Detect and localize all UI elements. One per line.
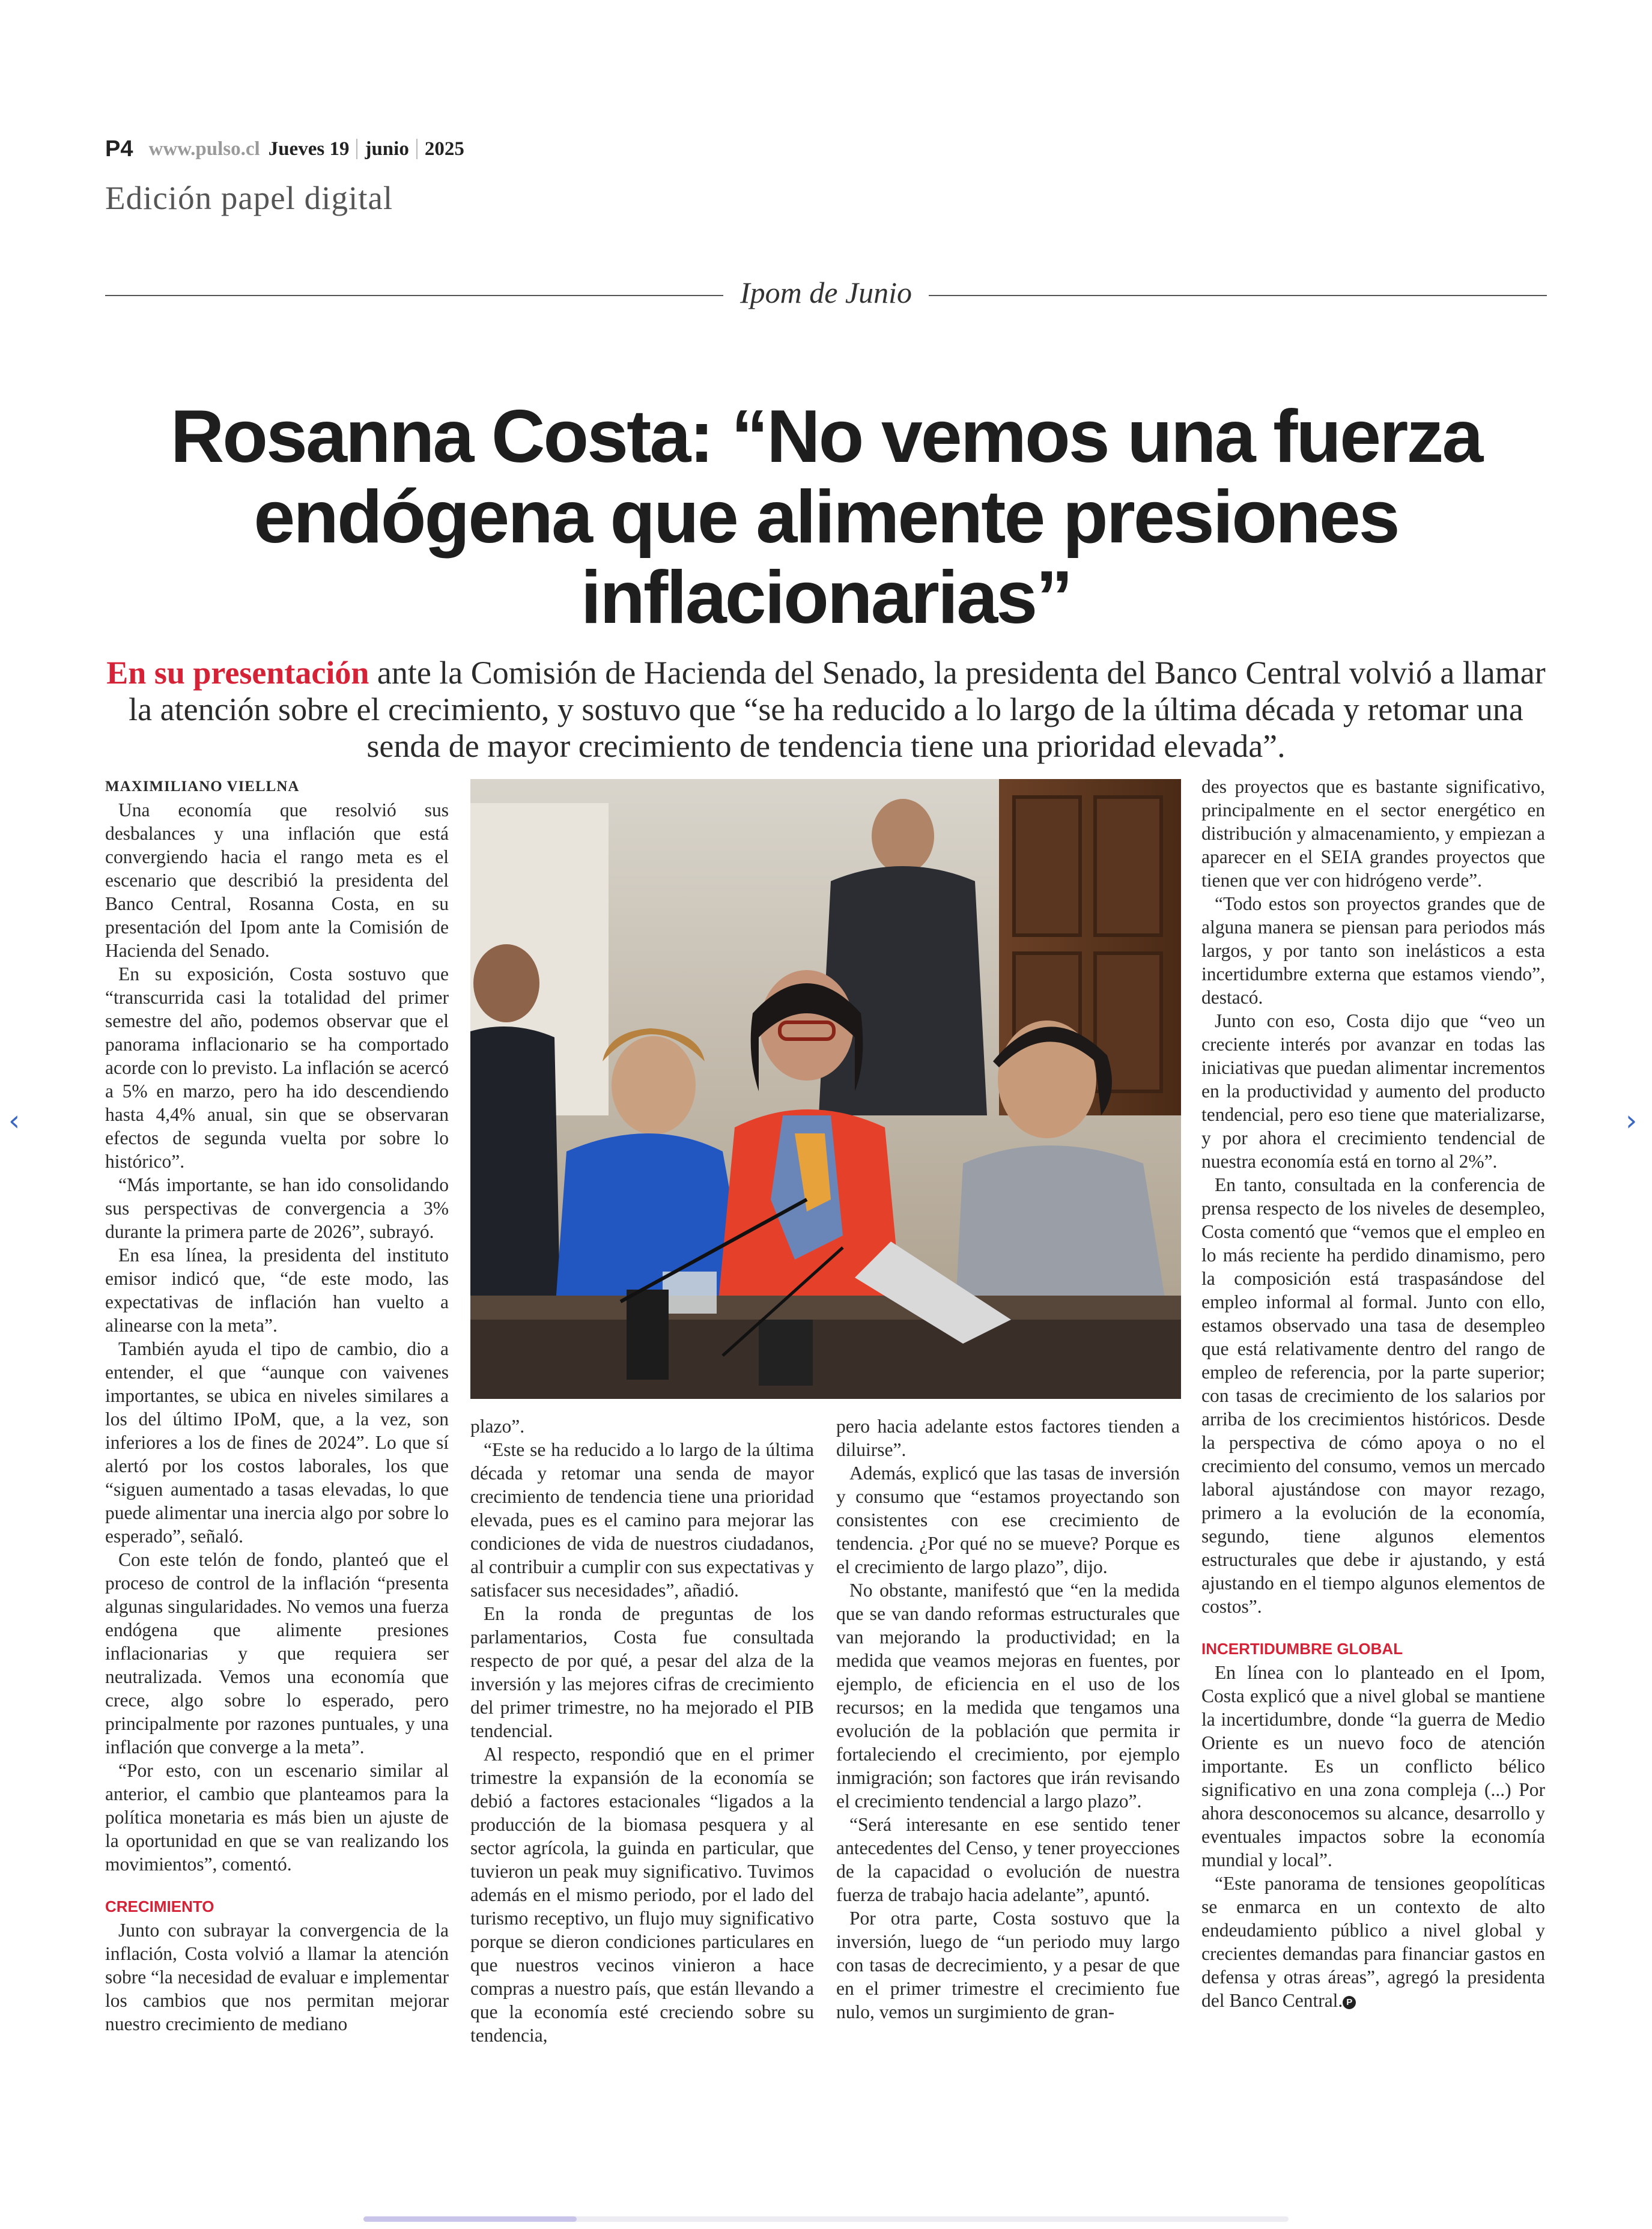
paragraph: plazo”. <box>470 1416 525 1437</box>
article-column-2 <box>470 1415 814 2047</box>
article-column-3 <box>836 1415 1180 2024</box>
paragraph: En tanto, consultada en la conferencia de prensa respecto de los niveles de desempleo, Costa comentó que “vemos que el empleo en lo más reciente ha perdido dinamismo, pero la composición está traspasándose del empleo informal al formal. Junto con ello, estamos observado una tasa de desempleo que está relativamente dentro del rango de empleo de referencia, por la parte superior; con tasas de crecimiento de los salarios por arriba de los crecimientos históricos. Desde la perspectiva de cómo apoya o no el crecimiento del consumo, vemos un mercado laboral ajustándose con mayor rezago, primero a la evolución de la economía, segundo, tiene algunos elementos estructurales que debe ir ajustando, y está ajustando en el tiempo algunos elementos de costos”. <box>1201 1174 1545 1617</box>
paragraph: En esa línea, la presidenta del instituto emisor indicó que, “de este modo, las expectativas de inflación han vuelto a alinearse con la meta”. <box>105 1245 449 1336</box>
byline: MAXIMILIANO VIELLNA <box>105 778 300 795</box>
paragraph: “Más importante, se han ido consolidando sus perspectivas de convergencia a 3% durante la primera parte de 2026”, subrayó. <box>105 1174 449 1242</box>
paragraph: No obstante, manifestó que “en la medida que se van dando reformas estructurales que van mejorando la productividad; en la medida que veamos mejoras en fuentes, por ejemplo, de eficiencia en el uso de los recursos; en la medida que tengamos una evolución de la población que permita ir fortaleciendo el crecimiento, por ejemplo inmigración; son factores que irán revisando el crecimiento tendencial a largo plazo”. <box>836 1580 1180 1812</box>
deck <box>105 655 1547 765</box>
paragraph: Junto con eso, Costa dijo que “veo un creciente interés por avanzar en todas las iniciativas que puedan alimentar incrementos en la productividad y aumento del producto tendencial, pero eso tiene que materializarse, y por ahora el crecimiento tendencial de nuestra economía está en torno al 2%”. <box>1201 1010 1545 1172</box>
folio-divider <box>416 139 418 159</box>
date-day: Jueves 19 <box>268 138 350 160</box>
deck-lead: En su presentación <box>106 655 369 691</box>
pulso-end-mark-icon: P <box>1343 1996 1356 2009</box>
paragraph: Además, explicó que las tasas de inversión y consumo que “estamos proyectando son consistentes con ese crecimiento de tendencia. ¿Por qué no se mueve? Porque es el crecimiento de largo plazo”, dijo. <box>836 1463 1180 1577</box>
article-photo <box>470 779 1181 1399</box>
date-month: junio <box>365 138 409 160</box>
paragraph: des proyectos que es bastante significativo, principalmente en el sector energético en distribución y almacenamiento, y empiezan a aparecer en el SEIA grandes proyectos que tienen que ver con hidrógeno verde”. <box>1201 776 1545 891</box>
date-year: 2025 <box>424 138 464 160</box>
chevron-left-icon[interactable]: ‹ <box>8 1104 20 1138</box>
paragraph-text: “Este panorama de tensiones geopolíticas se enmarca en un contexto de alto endeudamiento público a nivel global y crecientes demandas para financiar gastos en defensa y otras áreas”, agregó la presidenta del Banco Central. <box>1201 1873 1545 2011</box>
subhead-incertidumbre-global: INCERTIDUMBRE GLOBAL <box>1201 1640 1403 1658</box>
paragraph <box>1201 1872 1545 2012</box>
headline-line-1: Rosanna Costa: “No vemos una fuerza <box>170 395 1482 478</box>
article-column-1 <box>105 775 449 2036</box>
paragraph: Junto con subrayar la convergencia de la inflación, Costa volvió a llamar la atención sobre “la necesidad de evaluar e implementar los cambios que nos permitan mejorar nuestro crecimiento de mediano <box>105 1920 449 2034</box>
section-title <box>0 275 1652 310</box>
paragraph: “Por esto, con un escenario similar al anterior, el cambio que planteamos para la política monetaria es más bien un ajuste de la oportunidad en que se van realizando los movimientos”, comentó. <box>105 1760 449 1875</box>
site-url: www.pulso.cl <box>148 138 260 160</box>
deck-text: ante la Comisión de Hacienda del Senado, la presidenta del Banco Central volvió a llamar la atención sobre el crecimiento, y sostuvo que “se ha reducido a lo largo de la última década y retomar una senda de mayor crecimiento de tendencia tiene una prioridad elevada”. <box>129 655 1546 764</box>
paragraph: En su exposición, Costa sostuvo que “transcurrida casi la totalidad del primer semestre del año, podemos observar que el panorama inflacionario se ha comportado acorde con lo previsto. La inflación se acercó a 5% en marzo, pero ha ido descendiendo hasta 4,4% anual, sin que se observaran efectos de segunda vuelta por sobre lo histórico”. <box>105 963 449 1172</box>
headline-line-2: endógena que alimente presiones <box>254 476 1398 559</box>
paragraph: “Todo estos son proyectos grandes que de alguna manera se piensan para periodos más largos, y por tanto son inelásticos a esta incertidumbre externa que estamos viendo”, destacó. <box>1201 893 1545 1008</box>
paragraph: En la ronda de preguntas de los parlamentarios, Costa fue consultada respecto de por qué, a pesar del alza de la inversión y las mejores cifras de crecimiento del primer trimestre, no ha mejorado el PIB tendencial. <box>470 1603 814 1741</box>
folio-divider <box>356 139 357 159</box>
article-column-4 <box>1201 775 1545 2012</box>
paragraph: pero hacia adelante estos factores tienden a diluirse”. <box>836 1416 1180 1460</box>
paragraph: “Este se ha reducido a lo largo de la última década y retomar una senda de mayor crecimiento de tendencia tiene una prioridad elevada, pues es el camino para mejorar las condiciones de vida de nuestros ciudadanos, al contribuir a cumplir con sus expectativas y satisfacer sus necesidades”, añadió. <box>470 1439 814 1601</box>
paragraph: En línea con lo planteado en el Ipom, Costa explicó que a nivel global se mantiene la incertidumbre, donde “la guerra de Medio Oriente es un nuevo foco de atención importante. Es un conflicto bélico significativo en una zona compleja (...) Por ahora desconocemos su alcance, desarrollo y eventuales impactos sobre la economía mundial y local”. <box>1201 1662 1545 1870</box>
headline-line-3: inflacionarias” <box>580 556 1072 639</box>
chevron-right-icon[interactable]: › <box>1626 1104 1638 1138</box>
paragraph: Al respecto, respondió que en el primer trimestre la expansión de la economía se debió a factores estacionales “ligados a la producción de la biomasa pesquera y al sector agrícola, la guinda en particular, que tuvieron un peak muy significativo. Tuvimos además en el mismo periodo, por el lado del turismo receptivo, un flujo muy significativo porque se dieron condiciones particulares en que nuestros vecinos vinieron a hace compras a nuestro país, que están llevando a que la economía esté creciendo sobre su tendencia, <box>470 1744 814 2046</box>
subhead-crecimiento: CRECIMIENTO <box>105 1897 214 1915</box>
page-scroll-thumb[interactable] <box>363 2216 577 2222</box>
paragraph: Una economía que resolvió sus desbalances y una inflación que está convergiendo hacia el rango meta es el escenario que describió la presidenta del Banco Central, Rosanna Costa, en su presentación del Ipom ante la Comisión de Hacienda del Senado. <box>105 799 449 961</box>
paragraph: Con este telón de fondo, planteó que el proceso de control de la inflación “presenta algunas singularidades. No vemos una fuerza endógena que alimente presiones inflacionarias y que requiera ser neutralizada. Vemos una economía que crece, algo sobre lo esperado, pero principalmente por razones puntuales, y una inflación que converge a la meta”. <box>105 1549 449 1757</box>
edition-label: Edición papel digital <box>105 180 393 216</box>
headline <box>105 396 1547 638</box>
paragraph: “Será interesante en ese sentido tener antecedentes del Censo, y tener proyecciones de la capacidad o evolución de nuestra fuerza de trabajo hacia adelante”, apuntó. <box>836 1814 1180 1905</box>
section-title-text: Ipom de Junio <box>723 276 929 309</box>
paragraph: También ayuda el tipo de cambio, dio a entender, el que “aunque con vaivenes importantes, se ubica en niveles similares a los del último IPoM, que, a la vez, son inferiores a los de fines de 2024”. Lo que sí alertó por los costos laborales, los que “siguen aumentado a tasas elevadas, lo que puede alimentar una inercia algo por sobre lo esperado”, señaló. <box>105 1338 449 1547</box>
page-number: P4 <box>105 136 133 162</box>
photo-illustration <box>470 779 1181 1399</box>
page-folio <box>105 133 464 165</box>
paragraph: Por otra parte, Costa sostuvo que la inversión, luego de “un periodo muy largo con tasas de decrecimiento, y a pesar de que en el primer trimestre el crecimiento fue nulo, vemos un surgimiento de gran- <box>836 1908 1180 2022</box>
